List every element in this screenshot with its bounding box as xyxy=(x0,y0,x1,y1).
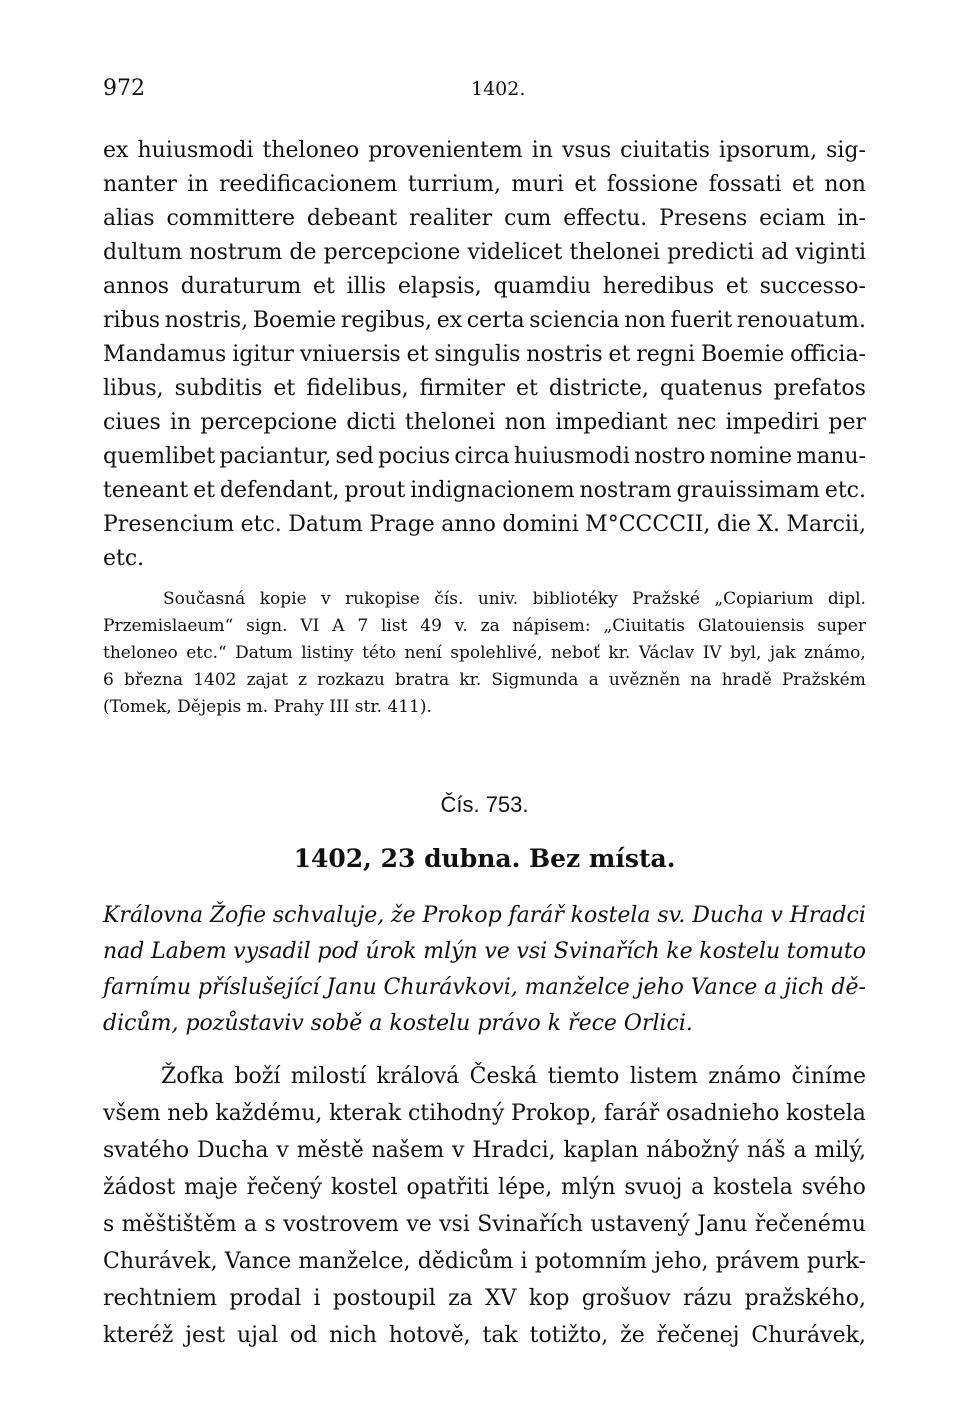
charter-line: žádost maje řečený kostel opatřiti lépe, mlýn svuoj a kostela svého xyxy=(103,1175,866,1200)
regest-line: Královna Žofie schvaluje, že Prokop farář kostela sv. Ducha v Hradci xyxy=(103,903,866,928)
text-line: dultum nostrum de percepcione videlicet thelonei predicti ad viginti xyxy=(103,240,866,265)
document-heading: 1402, 23 dubna. Bez místa. xyxy=(293,844,676,873)
text-line: ribus nostris, Boemie regibus, ex certa sciencia non fuerit renouatum. xyxy=(103,308,866,333)
document-number: Čís. 753. xyxy=(440,792,529,817)
page-header xyxy=(103,76,866,104)
charter-line: svatého Ducha v městě našem v Hradci, kaplan nábožný náš a milý, xyxy=(103,1138,866,1163)
charter-line: kteréž jest ujal od nich hotově, tak totižto, že řečenej Churávek, xyxy=(103,1323,866,1348)
text-line: ex huiusmodi theloneo provenientem in vsus ciuitatis ipsorum, sig- xyxy=(103,138,866,163)
running-year-header: 1402. xyxy=(471,78,526,100)
charter-line: všem neb každému, kterak ctihodný Prokop, farář osadnieho kostela xyxy=(103,1101,866,1126)
charter-line: Churávek, Vance manželce, dědicům i potomním jeho, právem purk- xyxy=(103,1249,866,1274)
charter-line: Žofka boží milostí králová Česká tiemto listem známo činíme xyxy=(161,1064,866,1089)
text-line: Presencium etc. Datum Prage anno domini M°CCCCII, die X. Marcii, xyxy=(103,512,866,537)
note-line: theloneo etc.“ Datum listiny této není spolehlivé, neboť kr. Václav IV byl, jak známo, xyxy=(103,643,866,663)
page-number: 972 xyxy=(103,76,145,101)
charter-text xyxy=(103,1058,866,1354)
regest-line: nad Labem vysadil pod úrok mlýn ve vsi Svinařích ke kostelu tomuto xyxy=(103,939,866,964)
main-latin-text xyxy=(103,134,866,576)
text-line: alias committere debeant realiter cum effectu. Presens eciam in- xyxy=(103,206,866,231)
note-line: (Tomek, Dějepis m. Prahy III str. 411). xyxy=(103,697,432,717)
charter-line: s měštištěm a s vostrovem ve vsi Svinařích ustavený Janu řečenému xyxy=(103,1212,866,1237)
text-line: quemlibet paciantur, sed pocius circa huiusmodi nostro nomine manu- xyxy=(103,444,866,469)
charter-line: rechtniem prodal i postoupil za XV kop grošuov rázu pražského, xyxy=(103,1286,866,1311)
regest-line: farnímu příslušející Janu Churávkovi, manželce jeho Vance a jich dě- xyxy=(103,975,866,1000)
text-line: nanter in reedificacionem turrium, muri et fossione fossati et non xyxy=(103,172,866,197)
text-line: libus, subditis et fidelibus, firmiter et districte, quatenus prefatos xyxy=(103,376,866,401)
regest-summary xyxy=(103,898,866,1042)
text-line: annos duraturum et illis elapsis, quamdiu heredibus et successo- xyxy=(103,274,866,299)
regest-line: dicům, pozůstaviv sobě a kostelu právo k řece Orlici. xyxy=(103,1011,693,1036)
source-note xyxy=(103,586,866,721)
text-line: Mandamus igitur vniuersis et singulis nostris et regni Boemie officia- xyxy=(103,342,866,367)
text-line: ciues in percepcione dicti thelonei non impediant nec impediri per xyxy=(103,410,866,435)
note-line: Současná kopie v rukopise čís. univ. bibliotéky Pražské „Copiarium dipl. xyxy=(163,589,866,609)
text-line: etc. xyxy=(103,546,145,571)
note-line: 6 března 1402 zajat z rozkazu bratra kr. Sigmunda a uvězněn na hradě Pražském xyxy=(103,670,866,690)
note-line: Przemislaeum“ sign. VI A 7 list 49 v. za nápisem: „Ciuitatis Glatouiensis super xyxy=(103,616,866,636)
text-line: teneant et defendant, prout indignacionem nostram grauissimam etc. xyxy=(103,478,866,503)
